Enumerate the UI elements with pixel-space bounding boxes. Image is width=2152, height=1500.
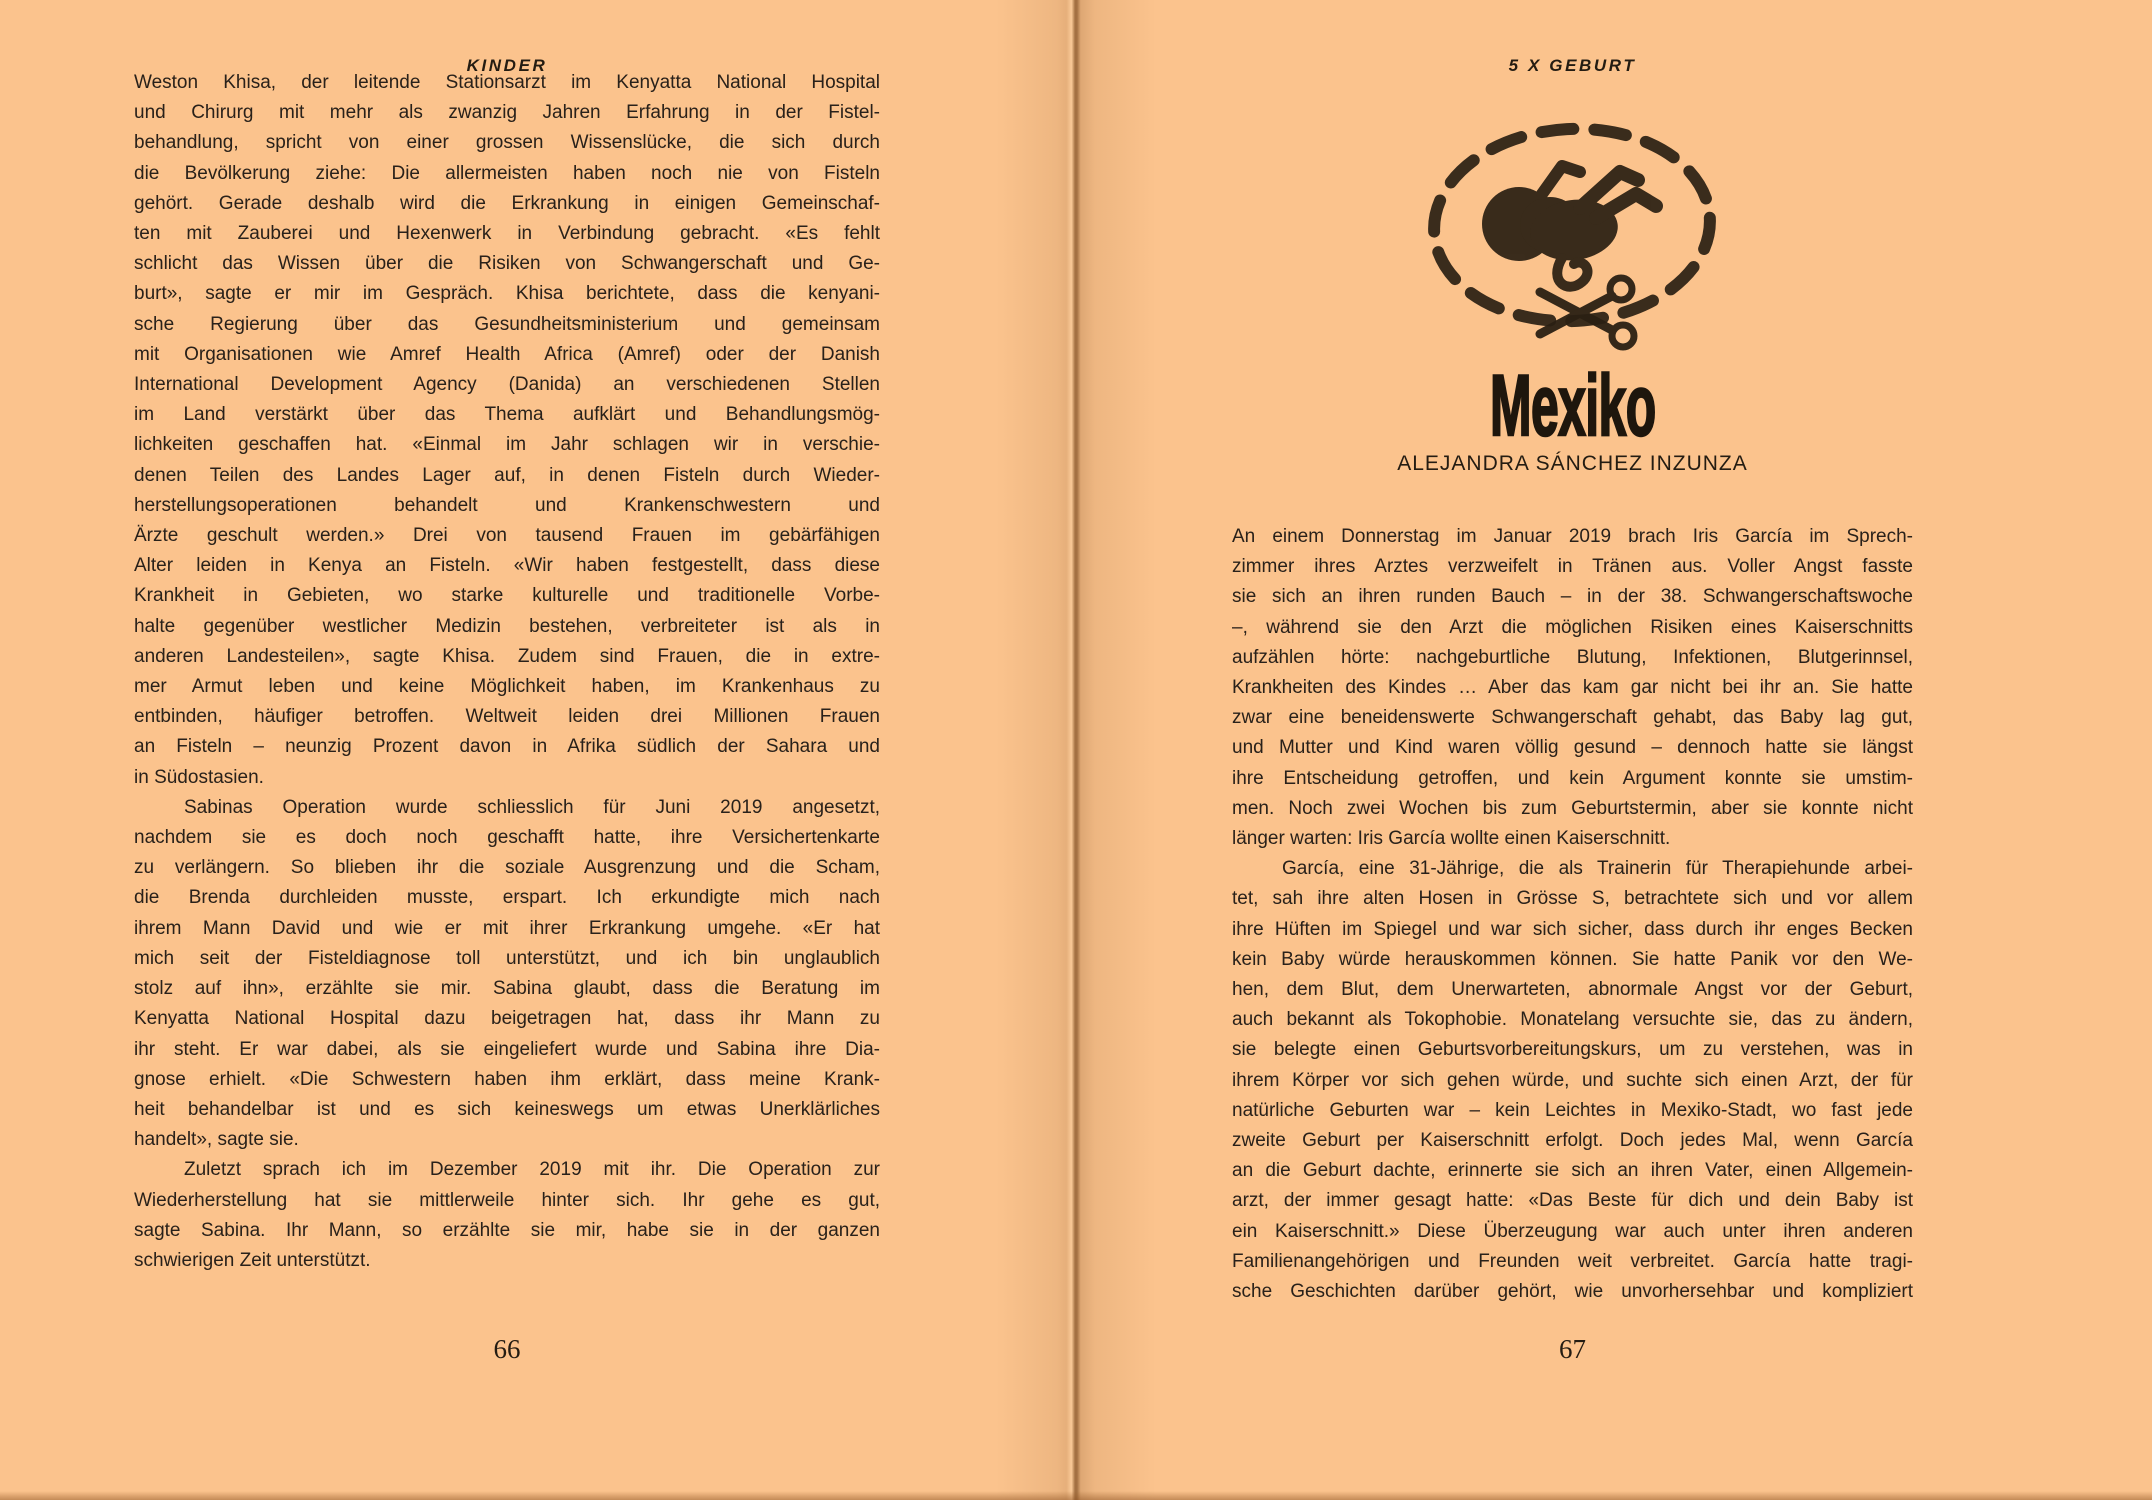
page-number-left: 66 xyxy=(493,1334,521,1364)
text-line: schwierigen Zeit unterstützt. xyxy=(134,1249,371,1271)
chapter-title: Mexiko xyxy=(1489,358,1656,454)
text-line: mich seit der Fisteldiagnose toll unterstützt, und ich bin unglaublich xyxy=(134,947,880,969)
text-line: in Südostasien. xyxy=(134,766,264,788)
text-line: die Bevölkerung ziehe: Die allermeisten haben noch nie von Fisteln xyxy=(134,162,880,184)
chapter-title-wrap xyxy=(1232,360,1913,452)
running-head-left: KINDER xyxy=(466,56,548,75)
text-line: lichkeiten geschaffen hat. «Einmal im Jahr schlagen wir in verschie- xyxy=(134,434,880,456)
text-line: Krankheiten des Kindes … Aber das kam gar nicht bei ihr an. Sie hatte xyxy=(1232,677,1913,699)
fetus-stamp-illustration xyxy=(1422,112,1722,357)
text-line: anderen Landesteilen», sagte Khisa. Zudem sind Frauen, die in extre- xyxy=(134,645,880,667)
text-line: gnose erhielt. «Die Schwestern haben ihm erklärt, dass meine Krank- xyxy=(134,1068,880,1090)
text-line: nachdem sie es doch noch geschafft hatte, ihre Versichertenkarte xyxy=(134,827,880,849)
page-number-right: 67 xyxy=(1559,1334,1586,1364)
text-line: handelt», sagte sie. xyxy=(134,1129,299,1151)
text-line: zimmer ihres Arztes verzweifelt in Tränen aus. Voller Angst fasste xyxy=(1232,556,1913,578)
text-line: zweite Geburt per Kaiserschnitt erfolgt. Doch jedes Mal, wenn García xyxy=(1232,1130,1913,1152)
text-line: natürliche Geburten war – kein Leichtes in Mexiko-Stadt, wo fast jede xyxy=(1232,1099,1913,1121)
text-line: Alter leiden in Kenya an Fisteln. «Wir haben festgestellt, dass diese xyxy=(134,555,880,577)
text-line: –, während sie den Arzt die möglichen Risiken eines Kaiserschnitts xyxy=(1232,616,1913,638)
text-line: Krankheit in Gebieten, wo starke kulturelle und traditionelle Vorbe- xyxy=(134,585,880,607)
running-head-right: 5 X GEBURT xyxy=(1508,56,1637,75)
text-line: auch bekannt als Tokophobie. Monatelang versuchte sie, das zu ändern, xyxy=(1232,1009,1913,1031)
text-line: gehört. Gerade deshalb wird die Erkrankung in einigen Gemeinschaf- xyxy=(134,192,880,214)
text-line: zwar eine beneidenswerte Schwangerschaft gehabt, das Baby lag gut, xyxy=(1232,707,1913,729)
text-line: ein Kaiserschnitt.» Diese Überzeugung war auch unter ihren anderen xyxy=(1232,1220,1913,1242)
page-bottom-edge xyxy=(0,1491,2152,1500)
text-line: an Fisteln – neunzig Prozent davon in Afrika südlich der Sahara und xyxy=(134,736,880,758)
text-line: mer Armut leben und keine Möglichkeit haben, im Krankenhaus zu xyxy=(134,676,880,698)
text-line: sagte Sabina. Ihr Mann, so erzählte sie mir, habe sie in der ganzen xyxy=(134,1219,880,1241)
fetus-icon xyxy=(1482,166,1656,287)
text-line: an die Geburt dachte, erinnerte sie sich an ihren Vater, einen Allgemein- xyxy=(1232,1160,1913,1182)
text-line: ihre Hüften im Spiegel und war sich sicher, dass durch ihr enges Becken xyxy=(1232,918,1913,940)
text-line: hen, dem Blut, dem Unerwarteten, abnormale Angst vor der Geburt, xyxy=(1232,979,1913,1001)
text-line: International Development Agency (Danida) an verschiedenen Stellen xyxy=(134,374,880,396)
text-line: halte gegenüber westlicher Medizin bestehen, verbreiteter ist als in xyxy=(134,615,880,637)
text-line: tet, sah ihre alten Hosen in Grösse S, betrachtete sich und vor allem xyxy=(1232,888,1913,910)
text-line: und Mutter und Kind waren völlig gesund – dennoch hatte sie längst xyxy=(1232,737,1913,759)
text-line: Wiederherstellung hat sie mittlerweile hinter sich. Ihr gehe es gut, xyxy=(134,1189,880,1211)
text-line: mit Organisationen wie Amref Health Africa (Amref) oder der Danish xyxy=(134,343,880,365)
text-line: im Land verstärkt über das Thema aufklärt und Behandlungsmög- xyxy=(134,404,880,426)
text-line: men. Noch zwei Wochen bis zum Geburtstermin, aber sie konnte nicht xyxy=(1232,797,1913,819)
text-line: Familienangehörigen und Freunden weit verbreitet. García hatte tragi- xyxy=(1232,1250,1913,1272)
text-line: stolz auf ihn», erzählte sie mir. Sabina glaubt, dass die Beratung im xyxy=(134,978,880,1000)
text-line: ihrem Mann David und wie er mit ihrer Erkrankung umgehe. «Er hat xyxy=(134,917,880,939)
text-line: ten mit Zauberei und Hexenwerk in Verbindung gebracht. «Es fehlt xyxy=(134,223,880,245)
text-line: und Chirurg mit mehr als zwanzig Jahren Erfahrung in der Fistel- xyxy=(134,102,880,124)
text-line: sie sich an ihren runden Bauch – in der 38. Schwangerschaftswoche xyxy=(1232,586,1913,608)
text-line: herstellungsoperationen behandelt und Krankenschwestern und xyxy=(134,494,880,516)
text-line: burt», sagte er mir im Gespräch. Khisa berichtete, dass die kenyani- xyxy=(134,283,880,305)
text-line: sche Geschichten darüber gehört, wie unvorhersehbar und kompliziert xyxy=(1232,1281,1913,1303)
text-line: An einem Donnerstag im Januar 2019 brach Iris García im Sprech- xyxy=(1232,526,1913,547)
text-line: ihre Entscheidung getroffen, und kein Argument konnte sie umstim- xyxy=(1232,767,1913,789)
text-line: denen Teilen des Landes Lager auf, in denen Fisteln durch Wieder- xyxy=(134,464,880,486)
text-line: länger warten: Iris García wollte einen Kaiserschnitt. xyxy=(1232,828,1671,850)
text-line: Sabinas Operation wurde schliesslich für Juni 2019 angesetzt, xyxy=(184,796,880,818)
text-line: García, eine 31-Jährige, die als Trainerin für Therapiehunde arbei- xyxy=(1282,858,1913,880)
text-line: schlicht das Wissen über die Risiken von Schwangerschaft und Ge- xyxy=(134,253,880,275)
text-line: sie belegte einen Geburtsvorbereitungskurs, um zu verstehen, was in xyxy=(1232,1039,1913,1061)
text-line: behandlung, spricht von einer grossen Wissenslücke, die sich durch xyxy=(134,132,880,154)
chapter-author: ALEJANDRA SÁNCHEZ INZUNZA xyxy=(1397,452,1748,475)
body-text-right xyxy=(1232,522,1913,1307)
text-line: heit behandelbar ist und es sich keineswegs um etwas Unerklärliches xyxy=(134,1098,880,1120)
text-line: die Brenda durchleiden musste, erspart. Ich erkundigte mich nach xyxy=(134,887,880,909)
text-line: kein Baby würde herauskommen können. Sie hatte Panik vor den We- xyxy=(1232,948,1913,970)
text-line: zu verlängern. So blieben ihr die soziale Ausgrenzung und die Scham, xyxy=(134,857,880,879)
chapter-illustration xyxy=(1422,112,1722,357)
text-line: ihr steht. Er war dabei, als sie eingeliefert wurde und Sabina ihre Dia- xyxy=(134,1038,880,1060)
text-line: arzt, der immer gesagt hatte: «Das Beste für dich und dein Baby ist xyxy=(1232,1190,1913,1212)
body-text-left xyxy=(134,68,880,1276)
text-line: Kenyatta National Hospital dazu beigetragen hat, dass ihr Mann zu xyxy=(134,1008,880,1030)
text-line: Weston Khisa, der leitende Stationsarzt im Kenyatta National Hospital xyxy=(134,72,880,93)
text-line: ihrem Körper vor sich gehen würde, und suchte sich einen Arzt, der für xyxy=(1232,1069,1913,1091)
text-line: Ärzte geschult werden.» Drei von tausend Frauen im gebärfähigen xyxy=(134,525,880,547)
text-line: sche Regierung über das Gesundheitsministerium und gemeinsam xyxy=(134,313,880,335)
text-line: Zuletzt sprach ich im Dezember 2019 mit ihr. Die Operation zur xyxy=(184,1159,880,1181)
text-line: entbinden, häufiger betroffen. Weltweit leiden drei Millionen Frauen xyxy=(134,706,880,728)
text-line: aufzählen hörte: nachgeburtliche Blutung, Infektionen, Blutgerinnsel, xyxy=(1232,646,1913,668)
page-gutter-fold xyxy=(996,0,1156,1500)
